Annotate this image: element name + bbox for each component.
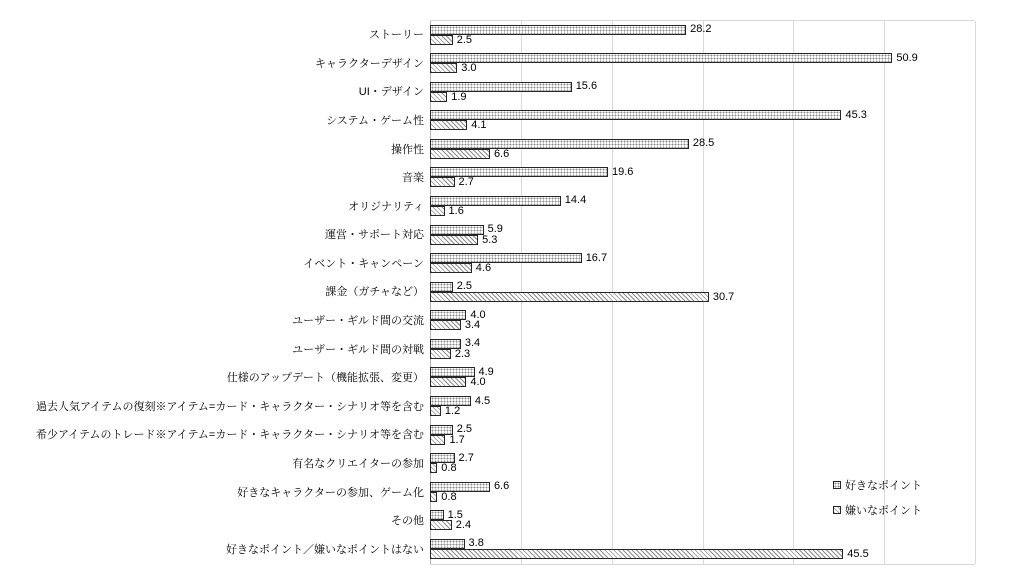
bar-liked-point xyxy=(430,310,466,320)
value-label: 28.2 xyxy=(690,23,712,35)
category-label: その他 xyxy=(391,515,424,528)
value-label: 4.9 xyxy=(478,365,494,378)
category-label: イベント・キャンペーン xyxy=(303,257,424,270)
bar-liked-point xyxy=(430,139,689,149)
value-label: 2.4 xyxy=(455,519,472,532)
value-label: 2.3 xyxy=(454,347,471,360)
value-label: 14.4 xyxy=(564,194,587,207)
value-label: 1.6 xyxy=(448,204,464,217)
value-label: 4.0 xyxy=(470,376,486,389)
legend xyxy=(833,480,922,530)
category-label: 過去人気アイテムの復刻※アイテム=カード・キャラクター・シナリオ等を含む xyxy=(35,400,424,413)
category-label: UI・デザイン xyxy=(358,86,424,99)
bar-liked-point xyxy=(430,167,608,177)
legend-swatch-dotted-icon xyxy=(833,481,841,489)
legend-item-disliked xyxy=(833,505,922,515)
category-label: キャラクターデザイン xyxy=(314,57,424,70)
value-label: 2.5 xyxy=(456,280,472,293)
value-label: 45.5 xyxy=(847,547,869,560)
value-label: 19.6 xyxy=(612,165,634,178)
category-label: システム・ゲーム性 xyxy=(326,115,424,128)
value-label: 28.5 xyxy=(692,137,715,150)
value-label: 5.9 xyxy=(487,223,503,236)
value-label: 2.7 xyxy=(458,451,474,464)
category-label: ストーリー xyxy=(369,29,424,42)
value-label: 45.3 xyxy=(845,108,867,121)
bar-liked-point xyxy=(430,25,686,35)
value-label: 1.7 xyxy=(449,433,465,446)
value-label: 15.6 xyxy=(575,80,598,93)
value-label: 1.9 xyxy=(451,90,467,103)
legend-swatch-hatch-icon xyxy=(833,506,841,514)
value-label: 4.0 xyxy=(470,308,486,321)
bar-disliked-point xyxy=(430,120,467,130)
value-label: 30.7 xyxy=(712,290,735,303)
value-label: 3.0 xyxy=(461,62,477,75)
value-label: 6.6 xyxy=(493,480,510,493)
category-label: 操作性 xyxy=(391,143,424,156)
bar-liked-point xyxy=(430,367,475,377)
value-label: 1.5 xyxy=(447,508,463,521)
category-label: 運営・サポート対応 xyxy=(325,229,424,242)
bar-disliked-point xyxy=(430,435,445,445)
value-label: 3.4 xyxy=(464,319,481,332)
gridline xyxy=(793,21,794,564)
category-label: 希少アイテムのトレード※アイテム=カード・キャラクター・シナリオ等を含む xyxy=(35,429,424,442)
bar-disliked-point xyxy=(430,177,455,187)
category-labels xyxy=(0,20,424,563)
bar-liked-point xyxy=(430,53,892,63)
value-label: 4.1 xyxy=(471,119,487,132)
bar-disliked-point xyxy=(430,206,445,216)
value-label: 1.2 xyxy=(444,405,461,418)
gridline xyxy=(975,21,976,564)
category-label: オリジナリティ xyxy=(348,200,424,213)
category-label: ユーザー・ギルド間の交流 xyxy=(292,315,424,328)
value-label: 2.5 xyxy=(456,423,472,436)
value-label: 4.6 xyxy=(475,262,492,275)
value-label: 4.5 xyxy=(474,394,491,407)
bar-disliked-point xyxy=(430,406,441,416)
value-label: 3.4 xyxy=(464,337,481,350)
bar-disliked-point xyxy=(430,463,437,473)
bar-liked-point xyxy=(430,482,490,492)
legend-item-liked xyxy=(833,480,922,490)
category-label: 好きなポイント／嫌いなポイントはない xyxy=(226,543,424,556)
bar-disliked-point xyxy=(430,35,453,45)
bar-disliked-point xyxy=(430,520,452,530)
bar-disliked-point xyxy=(430,292,709,302)
category-label: 課金（ガチャなど） xyxy=(325,286,424,299)
bar-disliked-point xyxy=(430,263,472,273)
bar-disliked-point xyxy=(430,63,457,73)
bar-liked-point xyxy=(430,510,444,520)
bar-disliked-point xyxy=(430,149,490,159)
bar-liked-point xyxy=(430,539,465,549)
value-label: 6.6 xyxy=(493,147,510,160)
category-label: 音楽 xyxy=(402,172,424,185)
bar-disliked-point xyxy=(430,235,478,245)
value-label: 3.8 xyxy=(468,537,484,550)
value-label: 0.8 xyxy=(441,490,457,503)
bar-liked-point xyxy=(430,253,582,263)
value-label: 2.5 xyxy=(456,33,472,46)
category-label: 好きなキャラクターの参加、ゲーム化 xyxy=(237,486,424,499)
legend-label-disliked: 嫌いなポイント xyxy=(845,505,922,517)
legend-label-liked: 好きなポイント xyxy=(845,480,922,492)
bar-liked-point xyxy=(430,225,484,235)
bar-liked-point xyxy=(430,110,841,120)
value-label: 0.8 xyxy=(441,462,457,475)
category-label: 仕様のアップデート（機能拡張、変更） xyxy=(226,372,424,385)
value-label: 5.3 xyxy=(482,233,498,246)
bar-disliked-point xyxy=(430,377,466,387)
value-label: 16.7 xyxy=(585,251,608,264)
category-label: 有名なクリエイターの参加 xyxy=(292,457,424,470)
bar-disliked-point xyxy=(430,492,437,502)
bar-disliked-point xyxy=(430,549,843,559)
value-label: 50.9 xyxy=(896,51,918,64)
bar-liked-point xyxy=(430,282,453,292)
bar-disliked-point xyxy=(430,320,461,330)
bar-disliked-point xyxy=(430,349,451,359)
category-label: ユーザー・ギルド間の対戦 xyxy=(292,343,424,356)
value-label: 2.7 xyxy=(458,176,474,189)
bar-disliked-point xyxy=(430,92,447,102)
